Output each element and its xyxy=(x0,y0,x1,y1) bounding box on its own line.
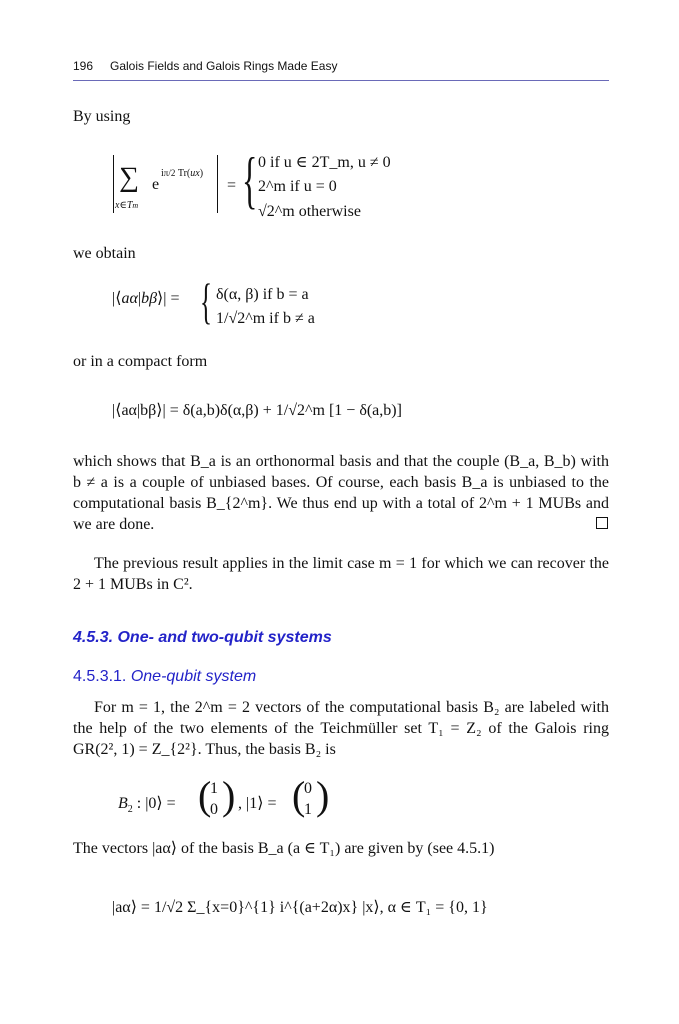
case-line: 2^m if u = 0 xyxy=(258,178,337,195)
paragraph-vectors: The vectors |aα⟩ of the basis B_a (a ∈ T₁) are given by (see 4.5.1) xyxy=(73,840,495,857)
section-title: 4.5.3. One- and two-qubit systems xyxy=(73,629,332,646)
running-header xyxy=(73,58,609,81)
paragraph-shows-that: which shows that B_a is an orthonormal basis and that the couple (B_a, B_b) with b ≠ a is a couple of unbiased bases. Of course, each basis B_a is unbiased to the computational basis B_{2^m}. We thus end up with a total of 2^m + 1 MUBs and we are done. xyxy=(73,453,609,533)
subsection-number: 4.5.3.1. xyxy=(73,668,127,685)
subsection-title: One-qubit system xyxy=(130,668,257,685)
equation-one-qubit-vectors: |aα⟩ = 1/√2 Σ_{x=0}^{1} i^{(a+2α)x} |x⟩, α ∈ T₁ = {0, 1} xyxy=(112,899,488,916)
qed-square xyxy=(596,517,608,529)
equation-compact: |⟨aα|bβ⟩| = δ(a,b)δ(α,β) + 1/√2^m [1 − δ(a,b)] xyxy=(112,402,402,419)
paragraph-for-m1: For m = 1, the 2^m = 2 vectors of the computational basis B₂ are labeled with the help of the two elements of the Teichmüller set T₁ = Z₂ of the Galois ring GR(2², 1) = Z_{2²}. Thus, the basis B₂ is xyxy=(73,699,609,758)
paragraph-compact-form: or in a compact form xyxy=(73,353,208,370)
paragraph-previous-result: The previous result applies in the limit case m = 1 for which we can recover the 2 + 1 MUBs in C². xyxy=(73,555,609,593)
paragraph-we-obtain: we obtain xyxy=(73,245,136,262)
case-line: δ(α, β) if b = a xyxy=(216,286,309,303)
case-line: 1/√2^m if b ≠ a xyxy=(216,310,315,327)
case-line: 0 if u ∈ 2T_m, u ≠ 0 xyxy=(258,154,391,171)
case-line: √2^m otherwise xyxy=(258,203,361,220)
paragraph-by-using: By using xyxy=(73,108,131,125)
subsection-heading xyxy=(73,668,256,686)
book-title: Galois Fields and Galois Rings Made Easy xyxy=(110,59,338,73)
page-number: 196 xyxy=(73,59,94,73)
